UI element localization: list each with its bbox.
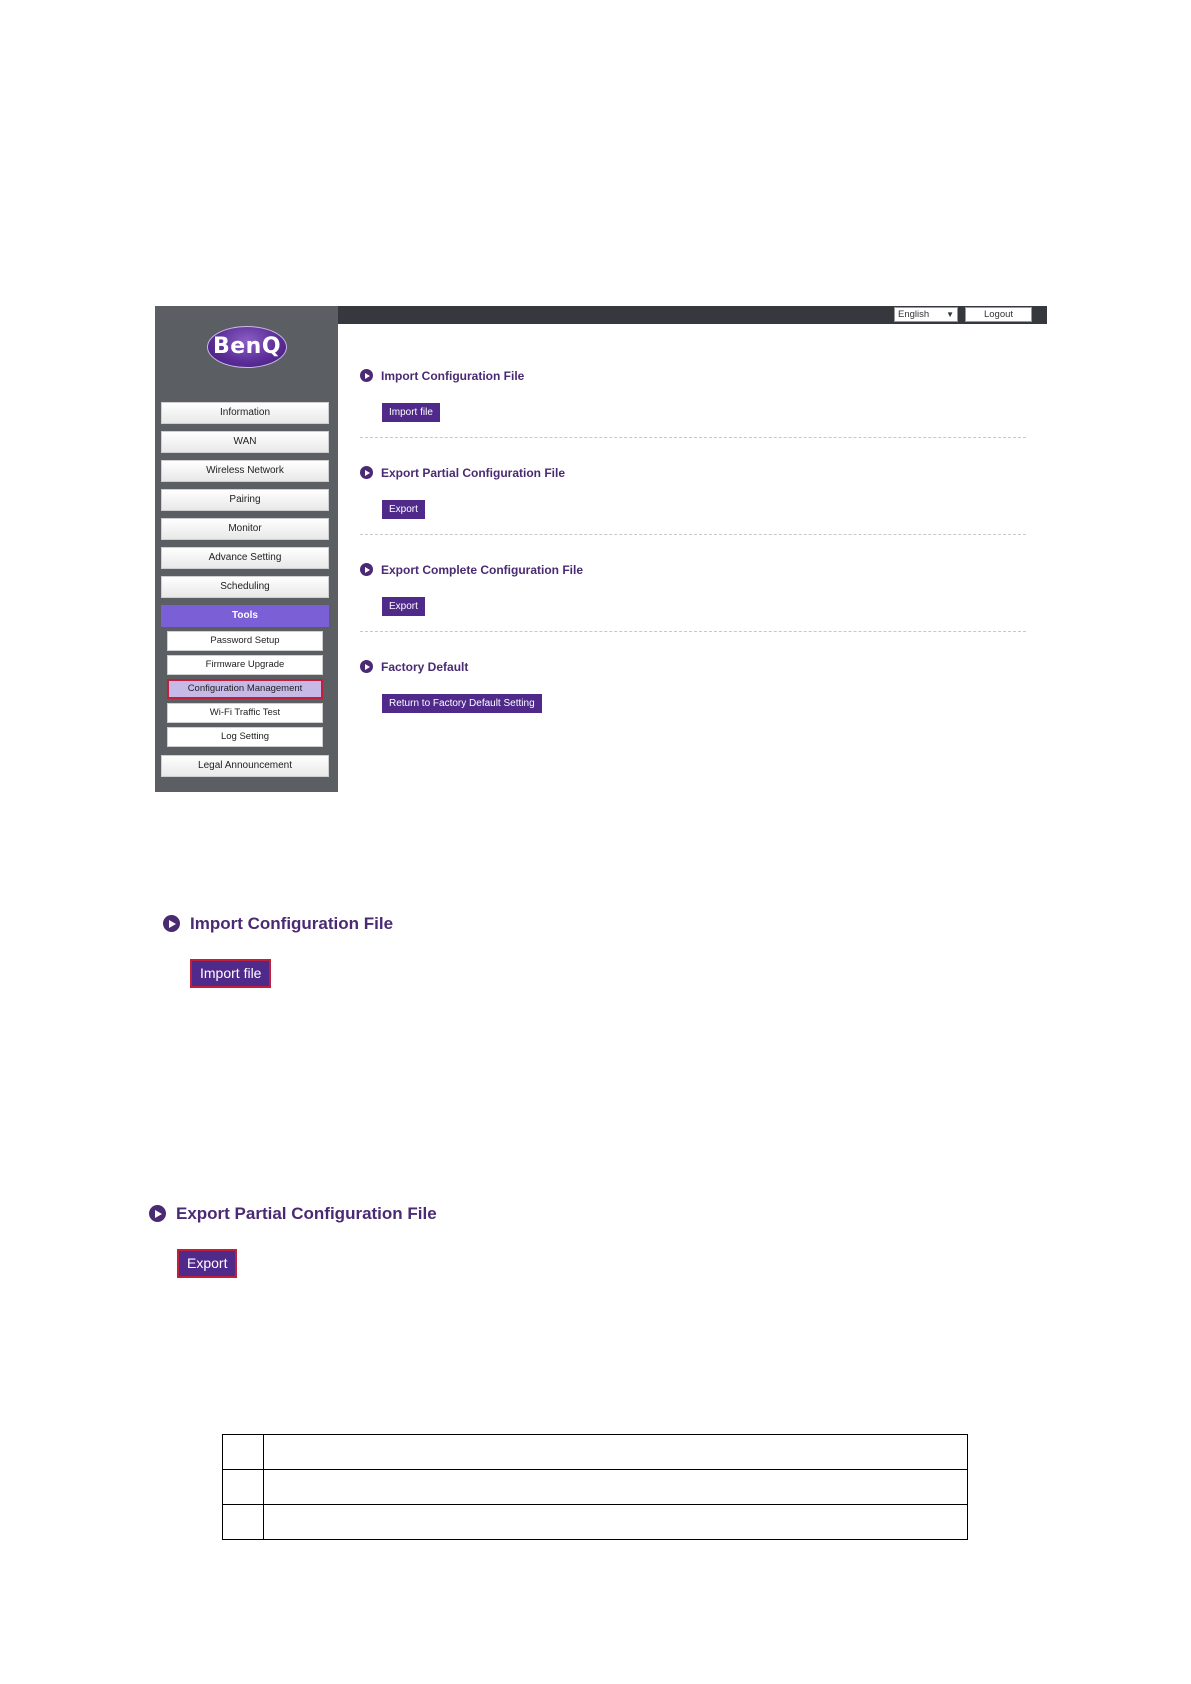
language-select[interactable]	[894, 307, 958, 322]
config-management-screenshot	[155, 306, 1047, 792]
sidebar-item-information[interactable]: Information	[161, 402, 329, 424]
sidebar-item-monitor[interactable]: Monitor	[161, 518, 329, 540]
zoom-import-title-text: Import Configuration File	[190, 914, 394, 933]
section-divider	[360, 437, 1026, 438]
zoom-export-title	[149, 1202, 437, 1226]
import-file-button[interactable]: Import file	[382, 403, 440, 422]
sidebar-subitem-password-setup[interactable]: Password Setup	[167, 631, 323, 651]
table-cell	[264, 1470, 968, 1505]
sidebar-subitem-log-setting[interactable]: Log Setting	[167, 727, 323, 747]
sidebar	[155, 306, 338, 792]
sidebar-subitem-wifi-traffic-test[interactable]: Wi-Fi Traffic Test	[167, 703, 323, 723]
logout-button[interactable]: Logout	[965, 307, 1032, 322]
play-circle-icon	[360, 369, 373, 382]
table-cell	[264, 1435, 968, 1470]
chevron-down-icon: ▼	[946, 310, 954, 319]
section-title-text: Import Configuration File	[381, 369, 525, 383]
sidebar-subitem-firmware-upgrade[interactable]: Firmware Upgrade	[167, 655, 323, 675]
sidebar-item-wan[interactable]: WAN	[161, 431, 329, 453]
factory-default-button[interactable]: Return to Factory Default Setting	[382, 694, 542, 713]
play-circle-icon	[360, 466, 373, 479]
zoom-import-title	[163, 912, 393, 936]
section-title-export-complete	[360, 562, 583, 578]
section-divider	[360, 631, 1026, 632]
play-circle-icon	[360, 660, 373, 673]
zoom-import-file-button[interactable]: Import file	[190, 959, 271, 988]
zoom-export-title-text: Export Partial Configuration File	[176, 1204, 437, 1223]
section-title-text: Factory Default	[381, 660, 469, 674]
table-row	[223, 1505, 968, 1540]
section-title-factory-default	[360, 659, 468, 675]
sidebar-subitem-configuration-management[interactable]: Configuration Management	[167, 679, 323, 699]
section-divider	[360, 534, 1026, 535]
play-circle-icon	[149, 1205, 166, 1222]
table-cell	[223, 1435, 264, 1470]
sidebar-item-tools[interactable]: Tools	[161, 605, 329, 627]
section-title-export-partial	[360, 465, 565, 481]
play-circle-icon	[163, 915, 180, 932]
benq-logo: BenQ	[207, 326, 287, 368]
sidebar-item-advance-setting[interactable]: Advance Setting	[161, 547, 329, 569]
sidebar-item-pairing[interactable]: Pairing	[161, 489, 329, 511]
empty-table	[222, 1434, 968, 1540]
table-cell	[264, 1505, 968, 1540]
sidebar-item-wireless-network[interactable]: Wireless Network	[161, 460, 329, 482]
table-cell	[223, 1470, 264, 1505]
section-title-import	[360, 368, 524, 384]
language-value: English	[898, 309, 930, 320]
section-title-text: Export Complete Configuration File	[381, 563, 584, 577]
export-partial-button[interactable]: Export	[382, 500, 425, 519]
section-title-text: Export Partial Configuration File	[381, 466, 566, 480]
export-complete-button[interactable]: Export	[382, 597, 425, 616]
table-cell	[223, 1505, 264, 1540]
table-row	[223, 1435, 968, 1470]
table-row	[223, 1470, 968, 1505]
sidebar-item-scheduling[interactable]: Scheduling	[161, 576, 329, 598]
play-circle-icon	[360, 563, 373, 576]
zoom-export-button[interactable]: Export	[177, 1249, 237, 1278]
sidebar-item-legal-announcement[interactable]: Legal Announcement	[161, 755, 329, 777]
